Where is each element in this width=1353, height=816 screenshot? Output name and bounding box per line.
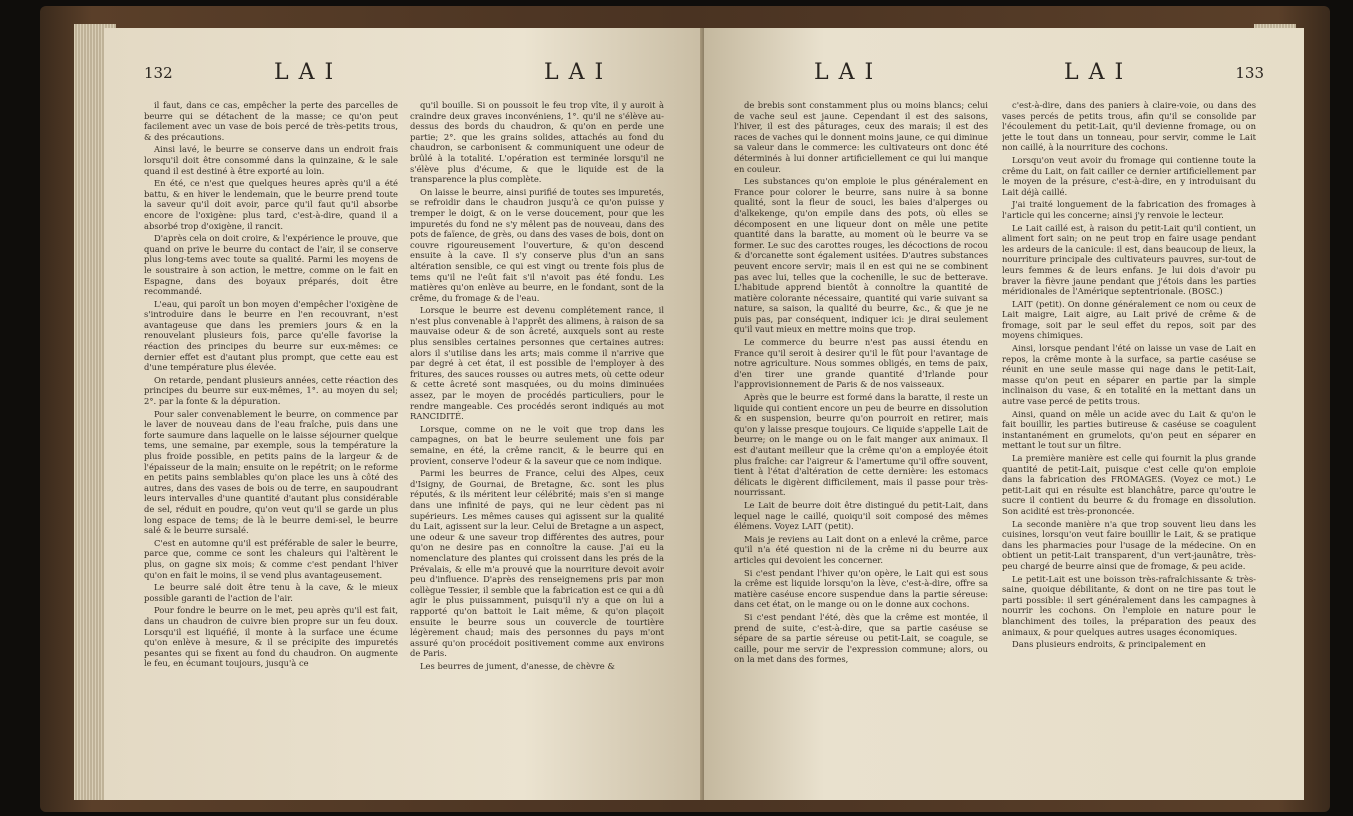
paragraph: En été, ce n'est que quelques heures après qu'il a été battu, & en hiver le lendemain, que le beurre prend toute la saveur qu'il doit avoir, parce qu'il faut qu'il absorbe encore de l'oxigène: plus tard, c'est-à-dire, quand il a absorbé trop d'oxigène, il rancit. xyxy=(144,178,398,231)
paragraph: Pour fondre le beurre on le met, peu après qu'il est fait, dans un chaudron de cuivre bien propre sur un feu doux. Lorsqu'il est liquéfié, il monte à la surface une écume qu'on enlève à mesure, & il se précipite des impuretés pesantes qui se fixent au fond du chaudron. On augmente le feu, en écumant toujours, jusqu'à ce xyxy=(144,605,398,669)
paragraph: Si c'est pendant l'été, dès que la crême est montée, il prend de suite, c'est-à-dire, que sa partie caséuse se sépare de sa partie séreuse ou petit-Lait, se coagule, se caille, pour me servir de l'expression commune; alors, ou on la met dans des formes, xyxy=(734,611,988,665)
paragraph: c'est-à-dire, dans des paniers à claire-voie, ou dans des vases percés de petits trous, afin qu'il se consolide par l'écoulement du petit-Lait, qu'il devienne fromage, ou on jette le tout dans un tonneau, pour servir, comme le Lait non caillé, à la nourriture des cochons. xyxy=(1002,100,1256,153)
paragraph: C'est en automne qu'il est préférable de saler le beurre, parce que, comme ce sont les chaleurs qui l'altèrent le plus, on gagne six mois; & comme c'est pendant l'hiver qu'on en fait le moins, il se vend plus avantageusement. xyxy=(144,537,398,580)
paragraph: Le petit-Lait est une boisson très-rafraîchissante & très-saine, quoique débilitante, & dont on ne tire pas tout le parti possible: il sert généralement dans les campagnes à nourrir les cochons. On l'emploie en nature pour le blanchiment des toiles, la préparation des peaux des animaux, & pour quelques autres usages économiques. xyxy=(1002,573,1256,637)
left-page-header xyxy=(144,60,664,92)
paragraph: On laisse le beurre, ainsi purifié de toutes ses impuretés, se refroidir dans le chaudron jusqu'à ce qu'on puisse y tremper le doigt, & on le verse doucement, pour que les impuretés du fond ne s'y mêlent pas de nouveau, dans des pots de faïence, de grès, ou dans des vases de bois, dont on couvre rigoureusement l'ouverture, & qu'on descend ensuite à la cave. Il s'y conserve plus d'un an sans altération sensible, ce qui est vingt ou trente fois plus de tems qu'il ne l'eût fait s'il n'avoit pas été fondu. Les matières qu'on enlève au beurre, en le fondant, sont de la crême, du fromage & de l'eau. xyxy=(410,186,664,303)
right-page xyxy=(704,28,1304,800)
paragraph: Ainsi lavé, le beurre se conserve dans un endroit frais lorsqu'il doit être consommé dans la quinzaine, & le sale quand il est destiné à être exporté au loin. xyxy=(144,144,398,176)
paragraph: Lorsqu'on veut avoir du fromage qui contienne toute la crême du Lait, on fait cailler ce dernier artificiellement par le moyen de la présure, c'est-à-dire, en y introduisant du Lait déjà caillé. xyxy=(1002,154,1256,197)
book xyxy=(40,6,1330,812)
paragraph: Mais je reviens au Lait dont on a enlevé la crême, parce qu'il n'a été question ni de la crême ni du beurre aux articles qui devoient les concerner. xyxy=(734,533,988,565)
left-page xyxy=(104,28,704,800)
paragraph: Les substances qu'on emploie le plus généralement en France pour colorer le beurre, sans nuire à sa bonne qualité, sont la fleur de souci, les baies d'alperges ou d'alkekenge, qu'on empile dans des pots, où elles se décomposent en une liqueur dont on mêle une petite quantité dans la baratte, au moment où le beurre va se former. Le suc des carottes rouges, les décoctions de rocou & d'orcanette sont également usitées. D'autres substances peuvent encore servir; mais il en est qui ne se combinent pas avec lui, telles que la cochenille, le suc de betterave. L'habitude apprend bientôt à connoître la quantité de matière colorante nécessaire, quantité qui varie suivant sa nature, sa saison, la qualité du beurre, &c., & que je ne puis pas, par conséquent, indiquer ici: je dirai seulement qu'il vaut mieux en mettre moins que trop. xyxy=(734,176,988,335)
paragraph: Après que le beurre est formé dans la baratte, il reste un liquide qui contient encore un peu de beurre en dissolution & en suspension, beurre qu'on pourroit en retirer, mais qu'on y laisse presque toujours. Ce liquide s'appelle Lait de beurre; on le mange ou on le fait manger aux animaux. Il est d'autant meilleur que la crême qu'on a employée étoit plus fraîche: car l'aigreur & l'amertume qu'il offre souvent, tient à l'état d'altération de cette dernière: les estomacs délicats le digèrent difficilement, mais il passe pour très-nourrissant. xyxy=(734,392,988,498)
paragraph: La première manière est celle qui fournit la plus grande quantité de petit-Lait, puisque c'est celle qu'on emploie dans la fabrication des FROMAGES. (Voyez ce mot.) Le petit-Lait qui en résulte est blanchâtre, parce qu'outre le sucre il contient du beurre & du fromage en dissolution. Son acidité est très-prononcée. xyxy=(1002,453,1256,516)
page-number: 132 xyxy=(144,64,173,82)
headword: LAI xyxy=(274,60,344,85)
paragraph: La seconde manière n'a que trop souvent lieu dans les cuisines, lorsqu'on veut faire bouillir le Lait, & se pratique dans les pharmacies pour l'usage de la médecine. On en obtient un petit-Lait transparent, d'un vert-jaunâtre, très-peu chargé de beurre ainsi que de fromage, & peu acide. xyxy=(1002,518,1256,571)
paragraph: Pour saler convenablement le beurre, on commence par le laver de nouveau dans de l'eau fraîche, puis dans une forte saumure dans laquelle on le laisse séjourner quelque tems, une semaine, par exemple, sous la température la plus froide possible, en petits pains de la largeur & de l'épaisseur de la main; ensuite on le repétrit; on le reforme en petits pains semblables qu'on place les uns à côté des autres, dans des vases de bois ou de terre, en saupoudrant leurs intervalles d'une quantité d'autant plus considérable de sel, réduit en poudre, qu'on veut qu'il se garde un plus long espace de tems; de là le beurre demi-sel, le beurre salé & le beurre sursalé. xyxy=(144,408,398,536)
paragraph: J'ai traité longuement de la fabrication des fromages à l'article qui les concerne; ainsi j'y renvoie le lecteur. xyxy=(1002,199,1256,220)
paragraph: Lorsque, comme on ne le voit que trop dans les campagnes, on bat le beurre seulement une fois par semaine, en été, la crême rancit, & le beurre qui en provient, conserve l'odeur & la saveur que ce nom indique. xyxy=(410,423,664,466)
paragraph: Parmi les beurres de France, celui des Alpes, ceux d'Isigny, de Gournai, de Bretagne, &c. sont les plus réputés, & ils méritent leur célébrité; mais s'en si mange dans une infinité de pays, qui ne leur cèdent pas ni supérieurs. Les mêmes causes qui agissent sur la qualité du Lait, agissent sur la leur. Celui de Bretagne a un aspect, une odeur & une saveur trop différentes des autres, pour qu'on ne desire pas en connoître la cause. J'ai eu la nomenclature des plantes qui croissent dans les prés de la Prévalais, & elle m'a prouvé que la nourriture devoit avoir peu d'influence. D'après des renseignemens pris par mon collègue Tessier, il semble que la fabrication est ce qui a dû agir le plus puissamment, puisqu'il n'y a que on lui a rapporté qu'on battoit le Lait même, & qu'on plaçoit ensuite le beurre sous un couvercle de tourtière légèrement chaud; mais des personnes du pays m'ont assuré qu'on procédoit positivement comme aux environs de Paris. xyxy=(410,468,664,659)
paragraph: Le Lait de beurre doit être distingué du petit-Lait, dans lequel nage le caillé, quoiqu'il soit composé des mêmes élémens. Voyez LAIT (petit). xyxy=(734,499,988,532)
page-number: 133 xyxy=(1235,64,1264,82)
text-column xyxy=(1002,100,1256,790)
right-page-header xyxy=(744,60,1264,92)
paragraph: Lorsque le beurre est devenu complétement rance, il n'est plus convenable à l'apprêt des alimens, à raison de sa mauvaise odeur & de son âcreté, auxquels sont au reste plus sensibles certaines personnes que certaines autres: alors il s'utilise dans les arts; mais comme il n'arrive que par degré à cet état, il est possible de l'employer à des fritures, des sauces rousses ou autres mets, où cette odeur & cette âcreté sont masquées, ou du moins diminuées assez, par le moyen de procédés particuliers, pour le rendre mangeable. Ces procédés seront indiqués au mot RANCIDITÉ. xyxy=(410,305,664,422)
paragraph: On retarde, pendant plusieurs années, cette réaction des principes du beurre sur eux-mêmes, 1°. au moyen du sel; 2°. par la fonte & la dépuration. xyxy=(144,374,398,407)
paragraph: de brebis sont constamment plus ou moins blancs; celui de vache seul est jaune. Cependant il est des saisons, l'hiver, il est des pâturages, ceux des marais; il est des races de vaches qui le donnent moins jaune, ce qui diminue sa valeur dans le commerce: les cultivateurs ont donc été déterminés à lui donner artificiellement ce qui lui manque en couleur. xyxy=(734,100,988,174)
text-column xyxy=(410,100,664,790)
text-column xyxy=(144,100,398,790)
headword: LAI xyxy=(814,60,884,85)
paragraph: qu'il bouille. Si on poussoit le feu trop vîte, il y auroit à craindre deux graves inconvéniens, 1°. qu'il ne s'élève au-dessus des bords du chaudron, & qu'on en perde une partie; 2°. que les grains solides, attachés au fond du chaudron, se carbonisent & communiquent une odeur de brûlé à la totalité. L'opération est terminée lorsqu'il ne s'élève plus d'écume, & que le liquide est de la transparence la plus complète. xyxy=(410,100,664,185)
text-column xyxy=(734,100,988,790)
paragraph: L'eau, qui paroît un bon moyen d'empêcher l'oxigène de s'introduire dans le beurre en l'en recouvrant, n'est avantageuse que dans les premiers jours & en la renouvelant plusieurs fois, parce qu'elle favorise la réaction des principes du beurre sur eux-mêmes: ce dernier effet est d'autant plus prompt, que cette eau est d'une température plus élevée. xyxy=(144,298,398,373)
paragraph: Les beurres de jument, d'anesse, de chèvre & xyxy=(420,660,615,671)
paragraph: D'après cela on doit croire, & l'expérience le prouve, que quand on prive le beurre du contact de l'air, il se conserve plus long-tems avec toute sa qualité. Parmi les moyens de le soustraire à son action, le mettre, comme on le fait en Espagne, dans des boyaux préparés, doit être recommandé. xyxy=(144,233,398,297)
paragraph: Ainsi, quand on mêle un acide avec du Lait & qu'on le fait bouillir, les parties butireuse & caséuse se coagulent instantanément en grumelots, qu'on peut en séparer en mettant le tout sur un filtre. xyxy=(1002,408,1256,451)
paragraph: Le Lait caillé est, à raison du petit-Lait qu'il contient, un aliment fort sain; on ne peut trop en faire usage pendant les ardeurs de la canicule: il est, dans beaucoup de lieux, la nourriture principale des cultivateurs pauvres, sur-tout de leurs femmes & de leurs enfans. Je lui dois d'avoir pu braver la fièvre jaune pendant que j'étois dans les parties méridionales de l'Amérique septentrionale. (BOSC.) xyxy=(1002,222,1256,297)
paragraph: Le commerce du beurre n'est pas aussi étendu en France qu'il seroit à desirer qu'il le fût pour l'avantage de notre agriculture. Nous sommes obligés, en tems de paix, d'en tirer une grande quantité d'Irlande pour l'approvisionnement de Paris & de nos vaisseaux. xyxy=(734,337,988,390)
paragraph: il faut, dans ce cas, empêcher la perte des parcelles de beurre qui se détachent de la masse; ce qu'on peut facilement avec un vase de bois percé de très-petits trous, & des précautions. xyxy=(144,100,398,142)
headword: LAI xyxy=(544,60,614,85)
paragraph: Le beurre salé doit être tenu à la cave, & le mieux possible garanti de l'action de l'air. xyxy=(144,582,398,603)
paragraph: LAIT (petit). On donne généralement ce nom ou ceux de Lait maigre, Lait aigre, au Lait privé de crême & de fromage, soit par le seul effet du repos, soit par des moyens chimiques. xyxy=(1002,298,1256,341)
paragraph: Dans plusieurs endroits, & principalement en xyxy=(1012,639,1206,650)
paragraph: Si c'est pendant l'hiver qu'on opère, le Lait qui est sous la crême est liquide lorsqu'on la lève, c'est-à-dire, offre sa matière caséuse encore suspendue dans la partie séreuse: dans cet état, on le mange ou on le donne aux cochons. xyxy=(734,567,988,610)
paragraph: Ainsi, lorsque pendant l'été on laisse un vase de Lait en repos, la crême monte à la surface, sa partie caséuse se réunit en une seule masse qui nage dans le petit-Lait, masse qu'on peut en séparer en partie par la simple inclinaison du vase, & en totalité en la mettant dans un autre vase percé de petits trous. xyxy=(1002,343,1256,407)
headword: LAI xyxy=(1064,60,1134,85)
